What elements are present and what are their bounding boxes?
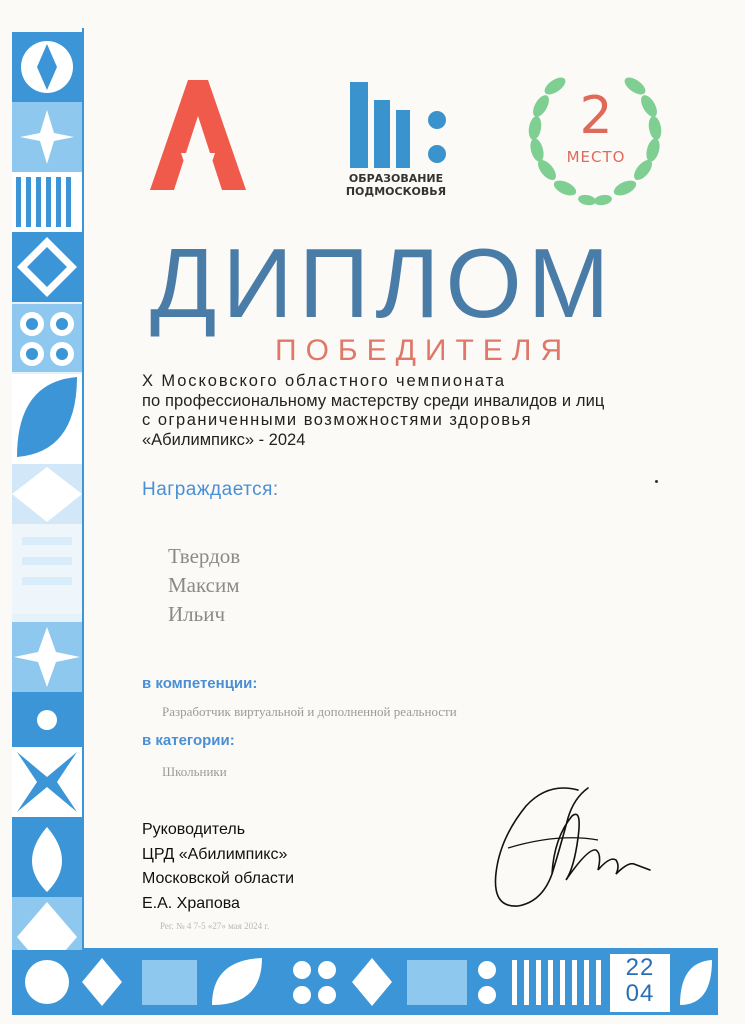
registration-number: Рег. № 4 7-5 «27» мая 2024 г.	[160, 921, 270, 931]
category-label: в категории:	[142, 732, 235, 749]
diploma-title: ДИПЛОМ	[150, 228, 616, 338]
recipient-patronymic: Ильич	[168, 602, 226, 626]
place-number: 2	[579, 86, 613, 146]
stray-dot	[655, 480, 658, 483]
inner-frame-line-vertical	[82, 28, 84, 950]
education-logo-text	[326, 172, 466, 198]
abilympics-logo	[148, 78, 248, 193]
handwritten-signature	[478, 778, 658, 918]
championship-description	[142, 372, 662, 450]
inner-frame-line-horizontal	[82, 948, 718, 950]
awarded-label: Награждается:	[142, 479, 279, 500]
description-line1: X Московского областного чемпионата	[142, 372, 506, 390]
recipient-first-name: Максим	[168, 573, 240, 597]
signer-line3: Московской области	[142, 870, 295, 887]
signer-line2: ЦРД «Абилимпикс»	[142, 845, 288, 863]
recipient-name	[168, 542, 240, 629]
place-word: МЕСТО	[566, 148, 626, 166]
recipient-surname: Твердов	[168, 544, 241, 568]
category-value: Школьники	[162, 764, 227, 779]
left-ornament-border	[12, 32, 82, 1015]
year-corner-label	[613, 955, 667, 1013]
description-line4: «Абилимпикс» - 2024	[142, 430, 306, 449]
signer-line4: Е.А. Храпова	[142, 894, 240, 912]
description-line2: по профессиональному мастерству среди инвалидов и лиц	[142, 391, 605, 410]
diploma-subtitle: ПОБЕДИТЕЛЯ	[275, 334, 572, 367]
edu-logo-line1: ОБРАЗОВАНИЕ	[348, 172, 444, 185]
signer-block	[142, 818, 294, 916]
signer-line1: Руководитель	[142, 821, 246, 838]
year-corner-top: 22	[625, 954, 655, 981]
edu-logo-line2: ПОДМОСКОВЬЯ	[345, 185, 447, 198]
competence-label: в компетенции:	[142, 675, 258, 692]
competence-value: Разработчик виртуальной и дополненной реальности	[162, 704, 457, 719]
year-corner-bottom: 04	[625, 980, 655, 1007]
description-line3: с ограниченными возможностями здоровья	[142, 411, 533, 429]
